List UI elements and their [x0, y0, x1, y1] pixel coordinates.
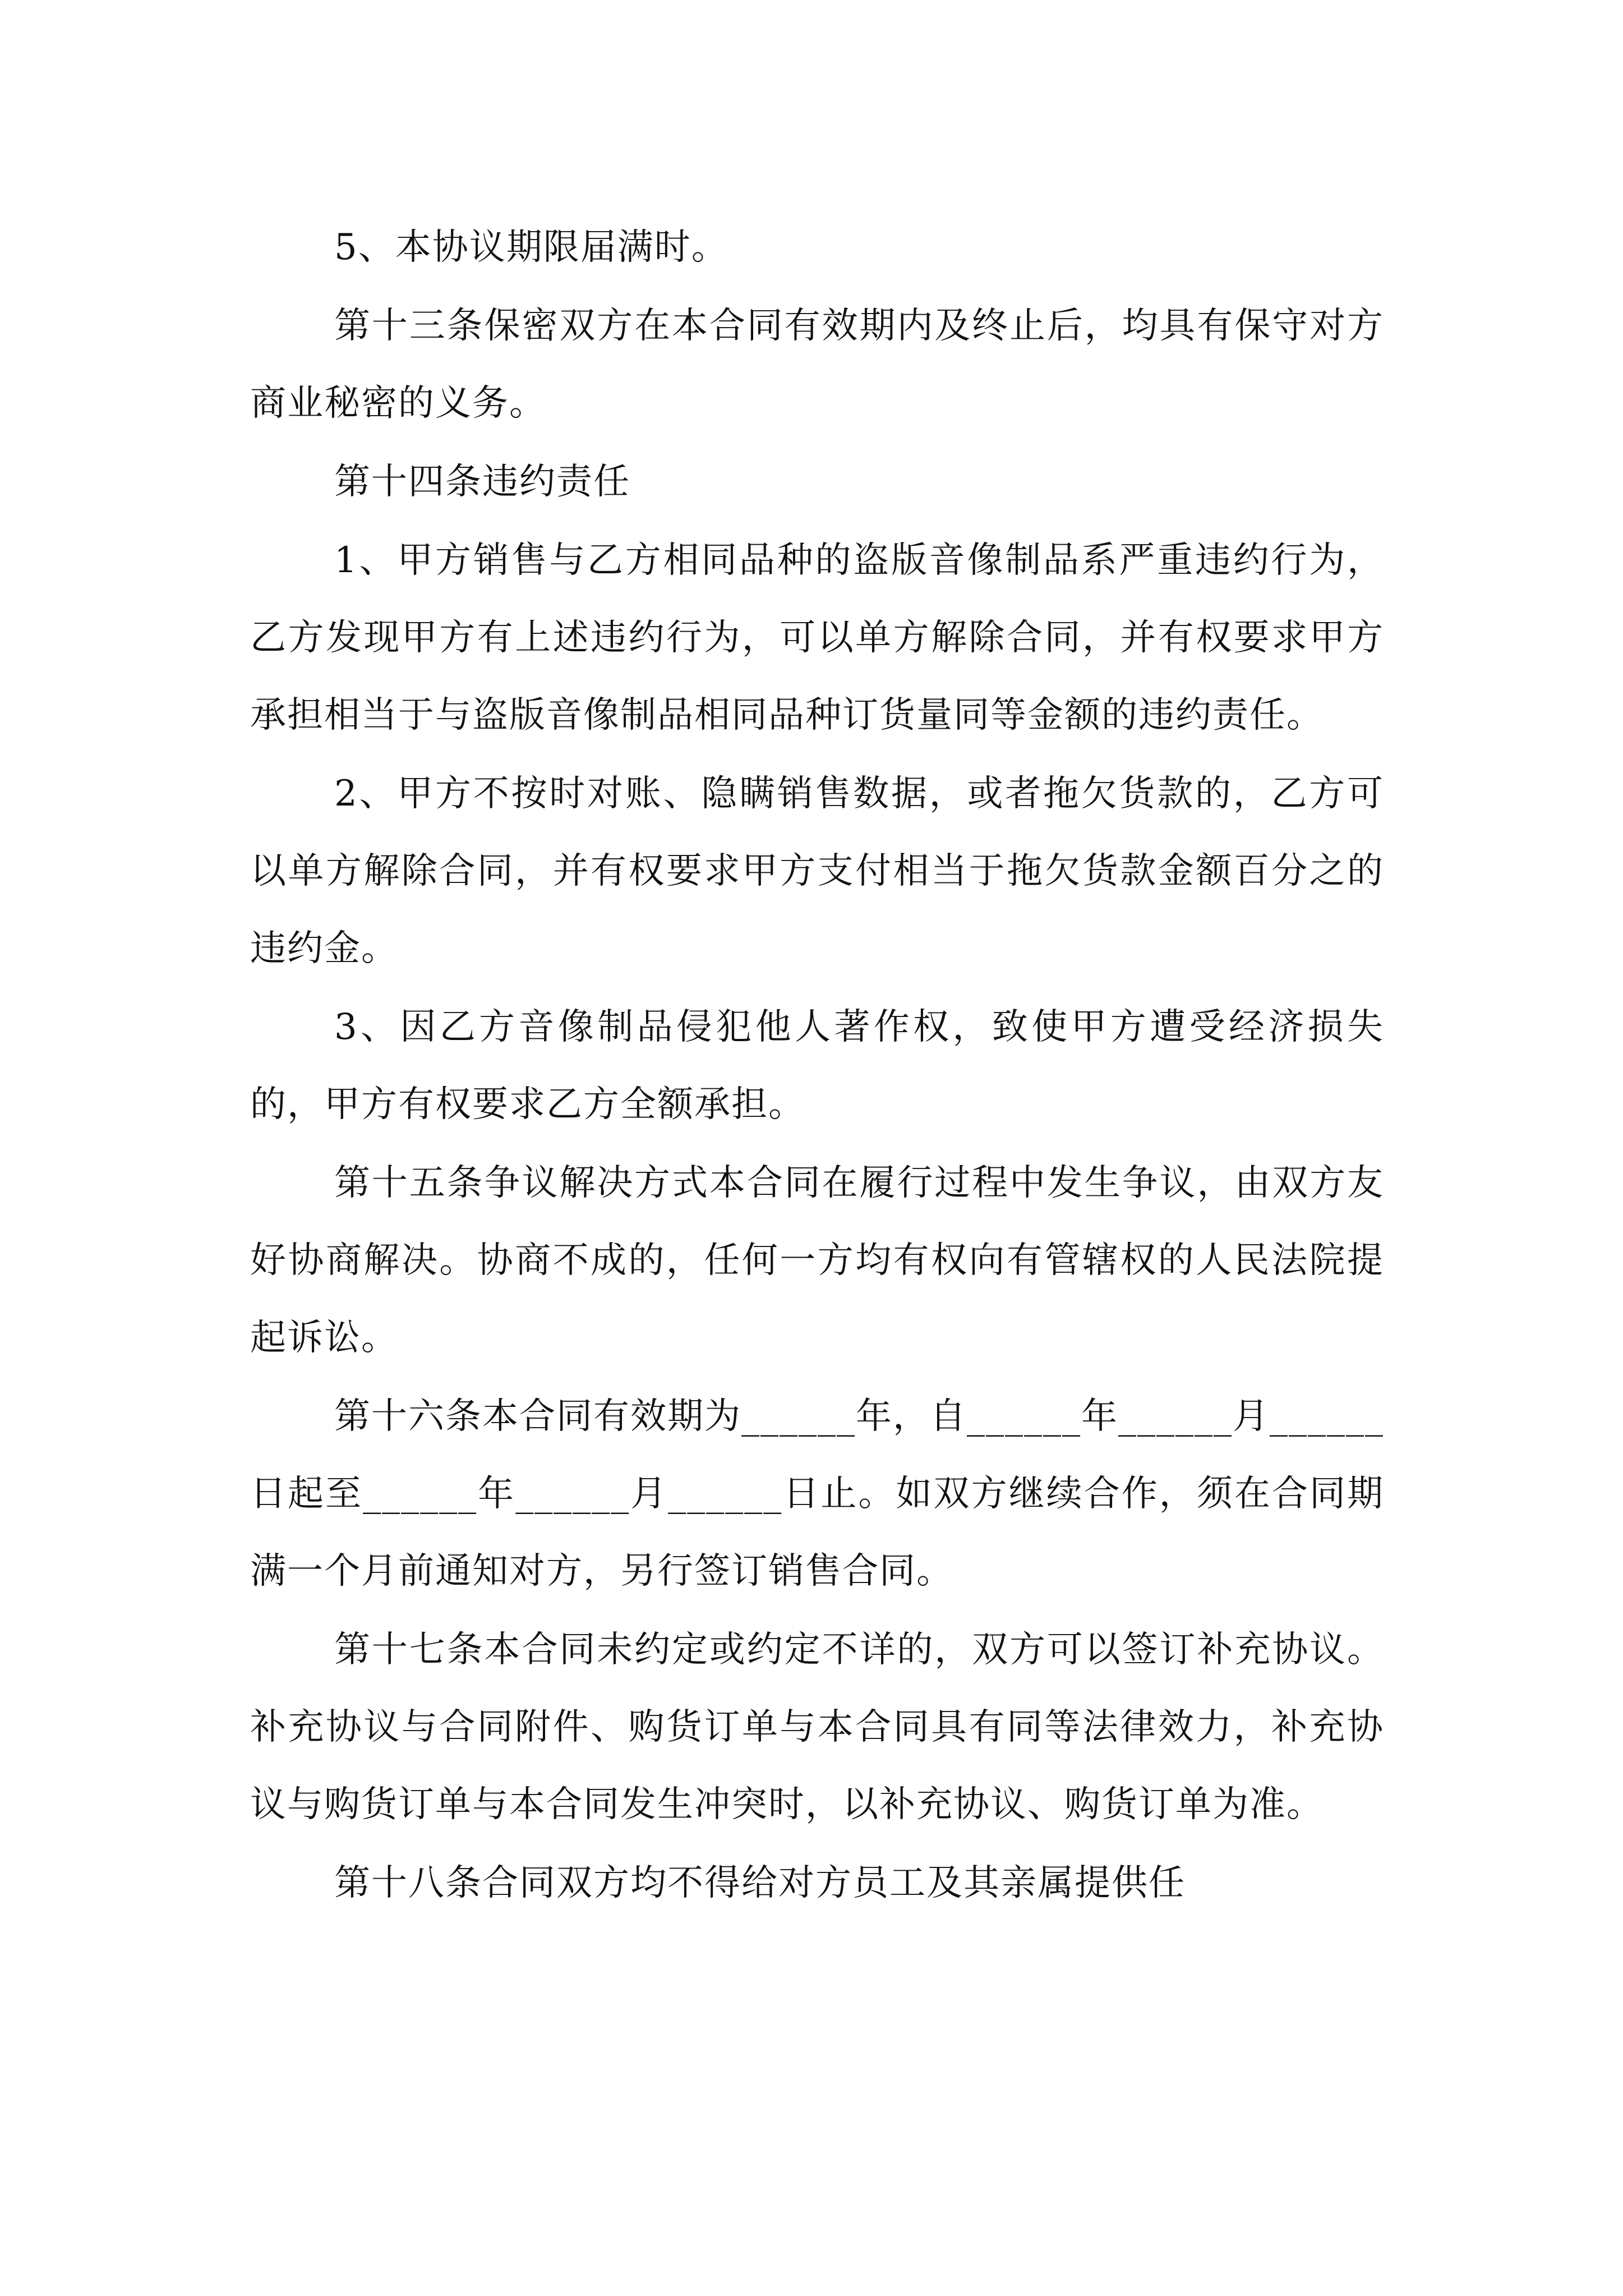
clause-14-item-3: 3、因乙方音像制品侵犯他人著作权，致使甲方遭受经济损失的，甲方有权要求乙方全额承担。: [250, 1006, 1384, 1125]
clause-12-item-5: 5、本协议期限届满时。: [334, 227, 728, 268]
clause-15-dispute-resolution: 第十五条争议解决方式本合同在履行过程中发生争议，由双方友好协商解决。协商不成的，任何一方均有权向有管辖权的人民法院提起诉讼。: [250, 1162, 1384, 1359]
clause-14-heading: 第十四条违约责任: [334, 461, 630, 503]
document-body: [250, 209, 1384, 1923]
clause-13-confidentiality: 第十三条保密双方在本合同有效期内及终止后，均具有保守对方商业秘密的义务。: [250, 305, 1384, 424]
clause-17-supplementary: 第十七条本合同未约定或约定不详的，双方可以签订补充协议。补充协议与合同附件、购货订单与本合同具有同等法律效力，补充协议与购货订单与本合同发生冲突时，以补充协议、购货订单为准。: [250, 1629, 1384, 1825]
clause-16-term: 第十六条本合同有效期为______年，自______年______月______日起至______年______月______日止。如双方继续合作，须在合同期满一个月前通知对方，另行签订销售合同。: [250, 1396, 1384, 1592]
clause-14-item-2: 2、甲方不按时对账、隐瞒销售数据，或者拖欠货款的，乙方可以单方解除合同，并有权要求甲方支付相当于拖欠货款金额百分之的违约金。: [250, 773, 1384, 969]
clause-14-item-1: 1、甲方销售与乙方相同品种的盗版音像制品系严重违约行为，乙方发现甲方有上述违约行为，可以单方解除合同，并有权要求甲方承担相当于与盗版音像制品相同品种订货量同等金额的违约责任。: [250, 540, 1384, 736]
clause-18-partial: 第十八条合同双方均不得给对方员工及其亲属提供任: [334, 1862, 1186, 1904]
